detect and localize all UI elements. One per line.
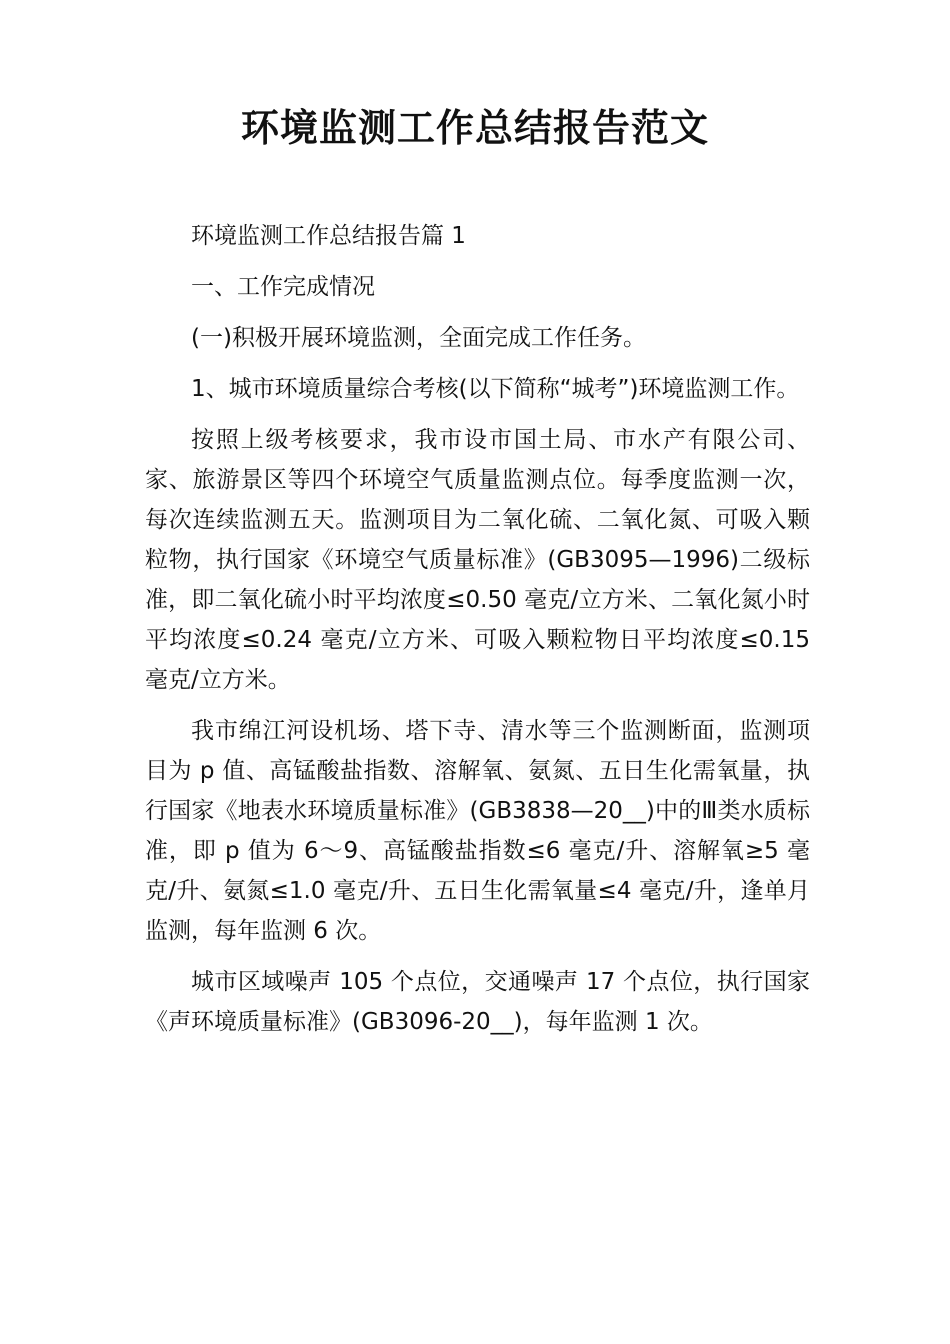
document-body xyxy=(145,216,810,1042)
item-heading: 1、城市环境质量综合考核(以下简称“城考”)环境监测工作。 xyxy=(191,376,800,402)
subsection-heading: (一)积极开展环境监测，全面完成工作任务。 xyxy=(191,325,646,351)
body-paragraph: 按照上级考核要求，我市设市国土局、市水产有限公司、家、旅游景区等四个环境空气质量监测点位。每季度监测一次，每次连续监测五天。监测项目为二氧化硫、二氧化氮、可吸入颗粒物，执行国家《环境空气质量标准》(GB3095—1996)二级标准，即二氧化硫小时平均浓度≤0.50 毫克/立方米、二氧化氮小时平均浓度≤0.24 毫克/立方米、可吸入颗粒物日平均浓度≤0.15 毫克/立方米。 xyxy=(145,427,810,693)
section-heading: 环境监测工作总结报告篇 1 xyxy=(191,223,466,249)
subsection-heading: 一、工作完成情况 xyxy=(191,274,375,300)
body-paragraph: 城市区域噪声 105 个点位，交通噪声 17 个点位，执行国家《声环境质量标准》(GB3096-20__)，每年监测 1 次。 xyxy=(145,969,810,1035)
document-title: 环境监测工作总结报告范文 xyxy=(240,106,709,150)
body-paragraph: 我市绵江河设机场、塔下寺、清水等三个监测断面，监测项目为 p 值、高锰酸盐指数、溶解氧、氨氮、五日生化需氧量，执行国家《地表水环境质量标准》(GB3838—20__)中的Ⅲ类水质标准，即 p 值为 6～9、高锰酸盐指数≤6 毫克/升、溶解氧≥5 毫克/升、氨氮≤1.0 毫克/升、五日生化需氧量≤4 毫克/升，逢单月监测，每年监测 6 次。 xyxy=(145,718,810,944)
